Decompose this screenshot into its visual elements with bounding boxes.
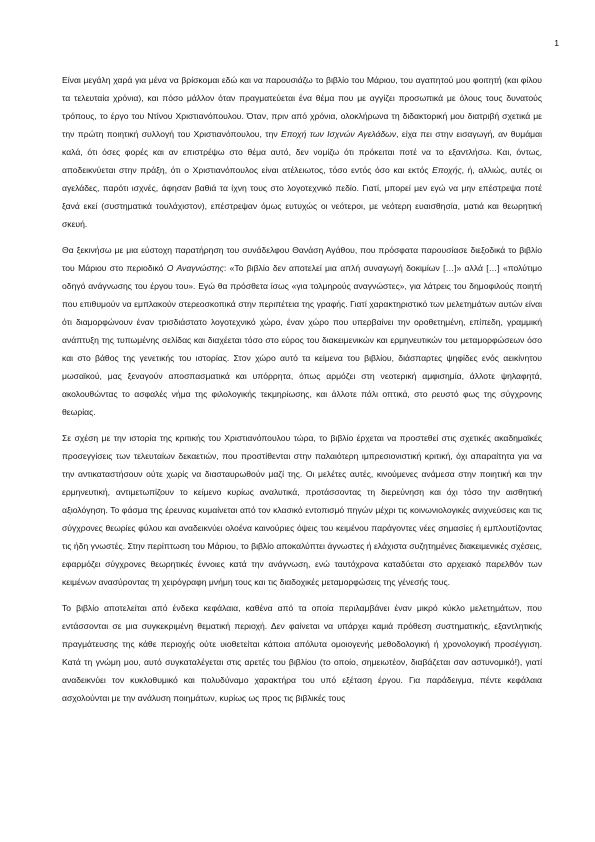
book-title: Εποχή των Ισχνών Αγελάδων (281, 129, 397, 139)
page-number: 1 (554, 38, 559, 48)
paragraph (62, 241, 542, 421)
text-run: Το βιβλίο αποτελείται από ένδεκα κεφάλαια, καθένα από τα οποία περιλαμβάνει έναν μικρό κύκλο μελετημάτων, που εντάσσονται σε μια συγκεκριμένη θεματική περιοχή. Δεν φαίνεται να υπάρχει καμιά πρόθεση συστηματικής, εξαντλητικής πραγμάτευσης της κάθε περιοχής ούτε υιοθετείται κάποια απόλυτα ομοιογενής μεθοδολογική ή χρονολογική προσέγγιση. Κατά τη γνώμη μου, αυτό συγκαταλέγεται στις αρετές του βιβλίου (το οποίο, σημειωτέον, διαβάζεται σαν αστυνομικό!), γιατί αναδεικνύει τον κυκλοθυμικό και πολυδύναμο χαρακτήρα του υπό εξέταση έργου. Για παράδειγμα, πέντε κεφάλαια ασχολούνται με την ανάλυση ποιημάτων, κυρίως ως προς τις βιβλικές τους (62, 603, 542, 703)
document-body (62, 71, 542, 715)
paragraph (62, 429, 542, 591)
text-run: Είναι μεγάλη χαρά για μένα να βρίσκομαι εδώ και να παρουσιάζω το βιβλίο του Μάριου, του αγαπητού μου φοιτητή (και φίλου τα τελευταία χρόνια), και πόσο μάλλον όταν πραγματεύεται ένα θέμα που με αγγίζει προσωπικά με όλους τους δυνατούς τρόπους, το έργο του Ντίνου Χριστιανόπουλου. Όταν, πριν από χρόνια, ολοκλήρωνα τη διδακτορική μου διατριβή σχετικά με την πρώτη ποιητική συλλογή του Χριστιανόπουλου, την (62, 75, 542, 139)
text-run: Σε σχέση με την ιστορία της κριτικής του Χριστιανόπουλου τώρα, το βιβλίο έρχεται να προστεθεί στις σχετικές ακαδημαϊκές προσεγγίσεις των τελευταίων δεκαετιών, που προστίθενται στην παλαιότερη ιμπρεσιονιστική κριτική, όχι απαραίτητα για να την αντικαταστήσουν ούτε χωρίς να διασταυρωθούν μαζί της. Οι μελέτες αυτές, κινούμενες ανάμεσα στην ποιητική και την ερμηνευτική, αντιμετωπίζουν το κείμενο κυρίως αναλυτικά, προτάσσοντας τη διερεύνηση και όχι τόσο την αισθητική αξιολόγηση. Το φάσμα της έρευνας κυμαίνεται από τον κλασικό εντοπισμό πηγών μέχρι τις κοινωνιολογικές ανιχνεύσεις και τις σύγχρονες θεωρίες φύλου και αναδεικνύει ολοένα καινούριες όψεις του κειμένου παράγοντες νέες σημασίες ή εμπλουτίζοντας τις ήδη γνωστές. Στην περίπτωση του Μάριου, το βιβλίο αποκαλύπτει άγνωστες ή ελάχιστα συζητημένες διακειμενικές σχέσεις, εφαρμόζει σύγχρονες θεωρητικές έννοιες κατά την ανάγνωση, ενώ ταυτόχρονα καταδύεται στο αρχειακό παρελθόν των κειμένων ανασύροντας τη χειρόγραφη μνήμη τους και τις διαδοχικές μεταμορφώσεις της γένεσής τους. (62, 433, 542, 587)
paragraph (62, 599, 542, 707)
text-run: : «Το βιβλίο δεν αποτελεί μια απλή συναγωγή δοκιμίων […]» αλλά […] «πολύτιμο οδηγό ανάγνωσης του έργου του». Εγώ θα πρόσθετα ίσως «για τολμηρούς αναγνώστες», για λάτρεις του δημοφιλούς ποιητή που επιθυμούν να εμπλακούν στερεοσκοπικά στην περιπέτεια της γραφής. Γιατί χαρακτηριστικό των μελετημάτων αυτών είναι ότι διαμορφώνουν έναν τρισδιάστατο λογοτεχνικό χώρο, έναν χώρο που υπερβαίνει την οροθετημένη, επίπεδη, γραμμική ανάπτυξη της τυπωμένης σελίδας και διαχέεται τόσο στο εύρος του διακειμενικών και ερμηνευτικών του μεταμορφώσεων όσο και στο βάθος της γενετικής του ιστορίας. Στον χώρο αυτό τα κείμενα του βιβλίου, διάσπαρτες ψηφίδες ενός αεικίνητου μωσαϊκού, μας ξεναγούν αποσπασματικά και υπόρρητα, όπως αρμόζει στη νεοτερική αμφισημία, άλλοτε ψηλαφητά, ακολουθώντας το ασφαλές νήμα της φιλολογικής τεκμηρίωσης, και άλλοτε πάλι οπτικά, στο ρευστό φως της σύγχρονης θεωρίας. (62, 263, 542, 417)
journal-title: Ο Αναγνώστης (166, 263, 224, 273)
book-title-short: Εποχής (432, 165, 462, 175)
text-run: , είχα πει στην εισαγωγή, αν θυμάμαι καλά, ότι όσες φορές και αν επιστρέψω στο θέμα αυτό, δεν νομίζω ότι πρόκειται ποτέ να το εξαντλήσω. Και, όντως, αποδεικνύεται στην πράξη, ότι ο Χριστιανόπουλος είναι ατέλειωτος, τόσο εντός όσο και εκτός (62, 129, 542, 175)
paragraph (62, 71, 542, 233)
text-run: , ή, αλλιώς, αυτές οι αγελάδες, παρότι ισχνές, άφησαν βαθιά τα ίχνη τους στο λογοτεχνικό πεδίο. Γιατί, μπορεί μεν εγώ να μην επέστρεψα ποτέ ξανά εκεί (συστηματικά τουλάχιστον), επέστρεψαν όμως ευτυχώς οι νεότεροι, με νεότερη ευαισθησία, ματιά και θεωρητική σκευή. (62, 165, 542, 229)
text-run: Θα ξεκινήσω με μια εύστοχη παρατήρηση του συνάδελφου Θανάση Αγάθου, που πρόσφατα παρουσίασε διεξοδικά το βιβλίο του Μάριου στο περιοδικό (62, 245, 542, 273)
